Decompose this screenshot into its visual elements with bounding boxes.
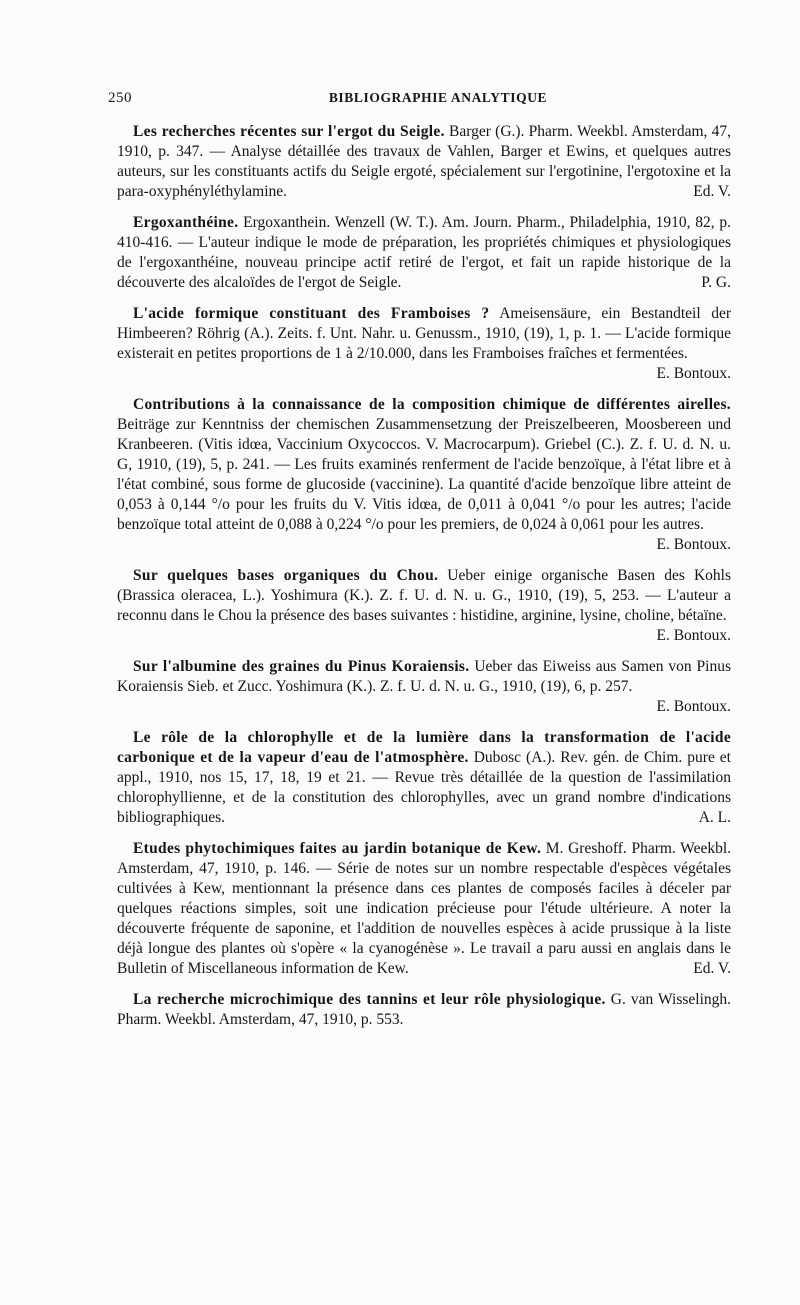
entry-title: Les recherches récentes sur l'ergot du Seigle. [133,123,445,140]
bibliography-entries [117,122,731,1041]
entry-body: Dubosc (A.). Rev. gén. de Chim. pure et appl., 1910, nos 15, 17, 18, 19 et 21. — Revue très détaillée de la question de l'assimilation chlorophyllienne, et de la constitution des chlorophylles, avec un grand nombre d'indications bibliographiques. [117,749,731,826]
bibliography-entry [117,839,731,979]
entry-body: Ergoxanthein. Wenzell (W. T.). Am. Journ. Pharm., Philadelphia, 1910, 82, p. 410-416. — L'auteur indique le mode de préparation, les propriétés chimiques et physiologiques de l'ergoxanthéine, nouveau principe actif retiré de l'ergot, et fait un rapide historique de la découverte des alcaloïdes de l'ergot de Seigle. [117,214,731,291]
page-number: 250 [108,90,132,106]
entry-body: Ueber das Eiweiss aus Samen von Pinus Koraiensis Sieb. et Zucc. Yoshimura (K.). Z. f. U. d. N. u. G., 1910, (19), 6, p. 257. [117,658,732,695]
entry-title: Ergoxanthéine. [133,214,239,231]
entry-body: Ameisensäure, ein Bestandteil der Himbeeren? Röhrig (A.). Zeits. f. Unt. Nahr. u. Genussm., 1910, (19), 1, p. 1. — L'acide formique existerait en petites proportions de 1 à 2/10.000, dans les Framboises fraîches et fermentées. [117,305,731,362]
entry-signature: P. G. [701,274,731,291]
entry-signature: E. Bontoux. [656,365,731,382]
entry-signature: A. L. [698,809,731,826]
bibliography-entry [117,213,731,293]
entry-body: G. van Wisselingh. Pharm. Weekbl. Amsterdam, 47, 1910, p. 553. [117,991,732,1028]
entry-signature: Ed. V. [693,183,731,200]
bibliography-entry [117,122,731,202]
entry-title: Contributions à la connaissance de la composition chimique de différentes airelles. [133,396,731,413]
running-head [108,90,738,112]
entry-body: Beiträge zur Kenntniss der chemischen Zusammensetzung der Preiszelbeeren, Moosbereen und Kranbeeren. (Vitis idœa, Vaccinium Oxycoccos. V. Macrocarpum). Griebel (C.). Z. f. U. d. N. u. G, 1910, (19), 5, p. 241. — Les fruits examinés renferment de l'acide benzoïque, à l'état libre et à l'état combiné, sous forme de glucoside (vaccinine). La quantité d'acide benzoïque libre atteint de 0,053 à 0,144 °/o pour les fruits du V. Vitis idœa, de 0,011 à 0,041 °/o pour les autres; l'acide benzoïque total atteint de 0,088 à 0,224 °/o pour les premiers, de 0,024 à 0,061 pour les autres. [117,416,731,533]
entry-title: Sur l'albumine des graines du Pinus Koraiensis. [133,658,470,675]
bibliography-entry [117,990,731,1030]
bibliography-entry [117,728,731,828]
running-title: BIBLIOGRAPHIE ANALYTIQUE [328,90,548,105]
entry-title: Etudes phytochimiques faites au jardin botanique de Kew. [133,840,542,857]
bibliography-entry [117,566,731,646]
entry-body: Barger (G.). Pharm. Weekbl. Amsterdam, 47, 1910, p. 347. — Analyse détaillée des travaux de Vahlen, Barger et Ewins, et quelques autres auteurs, sur les constituants actifs du Seigle ergoté, spécialement sur l'ergotinine, l'ergotoxine et la para-oxyphényléthylamine. [117,123,732,200]
entry-body: Ueber einige organische Basen des Kohls (Brassica oleracea, L.). Yoshimura (K.). Z. f. U. d. N. u. G., 1910, (19), 5, 253. — L'auteur a reconnu dans le Chou la présence des bases suivantes : histidine, arginine, lysine, choline, bétaïne. [117,567,731,624]
entry-title: Sur quelques bases organiques du Chou. [133,567,439,584]
bibliography-entry [117,304,731,384]
entry-title: L'acide formique constituant des Framboises ? [133,305,490,322]
entry-signature: E. Bontoux. [656,536,731,553]
bibliography-entry [117,395,731,555]
entry-signature: Ed. V. [693,960,731,977]
entry-body: M. Greshoff. Pharm. Weekbl. Amsterdam, 47, 1910, p. 146. — Série de notes sur un nombre respectable d'espèces végétales cultivées à Kew, mentionnant la présence dans ces plantes de composés faciles à déceler par quelques réactions simples, soit une indication précieuse pour l'étude ultérieure. A noter la découverte fréquente de saponine, et l'addition de nouvelles espèces à acide prussique à la liste déjà longue des plantes où s'opère « la cyanogénèse ». Le travail a paru aussi en anglais dans le Bulletin of Miscellaneous information de Kew. [117,840,732,977]
bibliography-entry [117,657,731,717]
entry-signature: E. Bontoux. [656,698,731,715]
entry-title: La recherche microchimique des tannins et leur rôle physiologique. [133,991,606,1008]
entry-title: Le rôle de la chlorophylle et de la lumière dans la transformation de l'acide carbonique et de la vapeur d'eau de l'atmosphère. [117,729,731,766]
entry-signature: E. Bontoux. [656,627,731,644]
